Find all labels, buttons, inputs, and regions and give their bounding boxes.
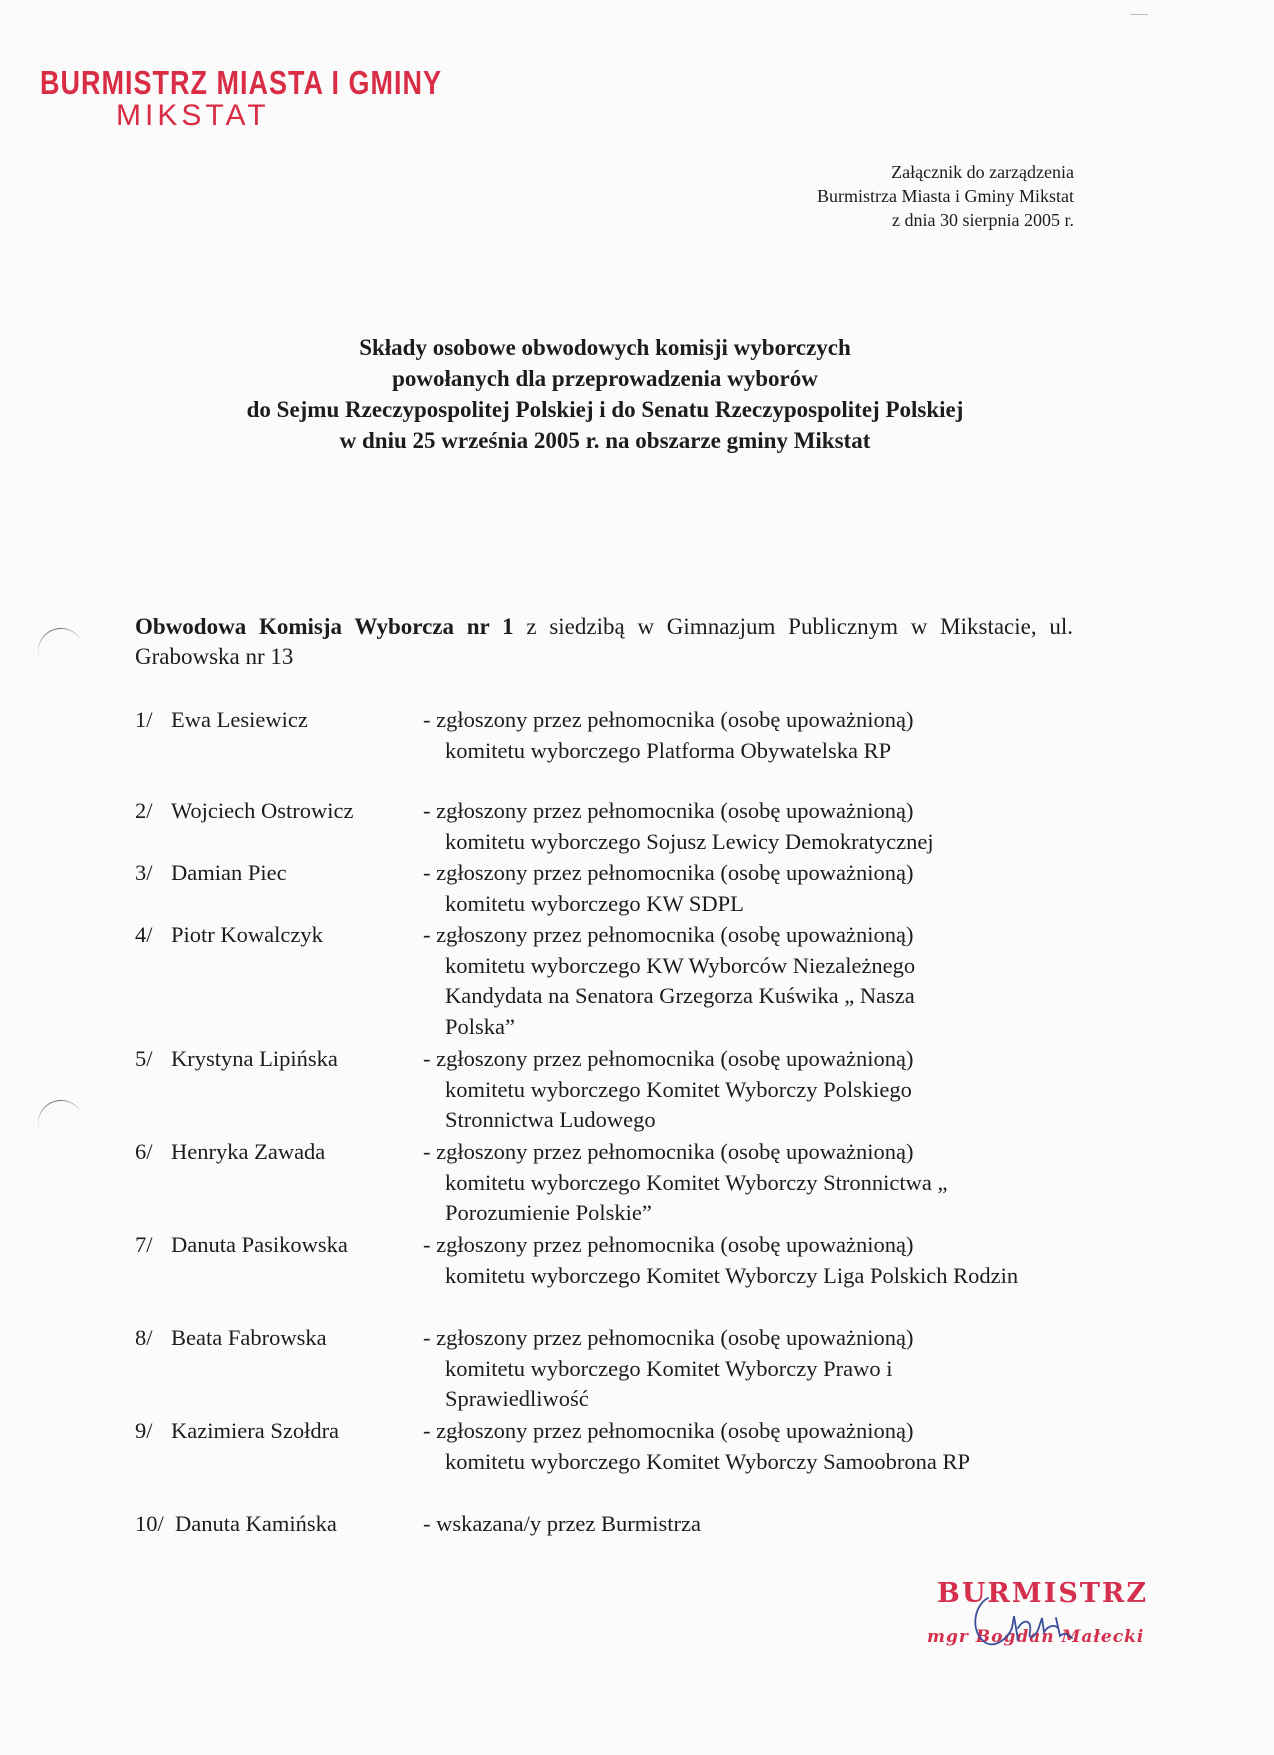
punch-mark xyxy=(32,1094,90,1153)
commission-name: Obwodowa Komisja Wyborcza nr 1 xyxy=(135,614,514,639)
title-line: powołanych dla przeprowadzenia wyborów xyxy=(392,366,818,391)
member-nomination: - wskazana/y przez Burmistrza xyxy=(423,1511,701,1536)
member-row xyxy=(135,1323,1095,1416)
punch-mark xyxy=(32,622,90,681)
member-nomination: - zgłoszony przez pełnomocnika (osobę upoważnioną) xyxy=(423,707,914,732)
member-committee: komitetu wyborczego Platforma Obywatelska RP xyxy=(445,737,892,763)
member-number: 3/ xyxy=(135,860,153,885)
member-row xyxy=(135,1509,1095,1549)
member-committee: komitetu wyborczego Komitet Wyborczy Prawo i Sprawiedliwość xyxy=(445,1355,893,1411)
handwritten-signature xyxy=(968,1588,1078,1658)
member-row xyxy=(135,1416,1095,1509)
member-name: Kazimiera Szołdra xyxy=(171,1418,340,1443)
member-description xyxy=(423,1323,1095,1415)
member-description xyxy=(423,858,1095,919)
member-number: 8/ xyxy=(135,1325,153,1350)
stamp-line-office: BURMISTRZ MIASTA I GMINY xyxy=(40,64,442,102)
stamp-line-town: MIKSTAT xyxy=(116,99,270,132)
member-name: Henryka Zawada xyxy=(171,1139,326,1164)
member-number: 6/ xyxy=(135,1139,153,1164)
member-description xyxy=(423,1416,1095,1477)
annex-line: Załącznik do zarządzenia xyxy=(891,162,1074,182)
member-nomination: - zgłoszony przez pełnomocnika (osobę upoważnioną) xyxy=(423,1418,914,1443)
member-nomination: - zgłoszony przez pełnomocnika (osobę upoważnioną) xyxy=(423,1325,914,1350)
member-committee: komitetu wyborczego Sojusz Lewicy Demokratycznej xyxy=(445,828,934,854)
member-committee: komitetu wyborczego Komitet Wyborczy Liga Polskich Rodzin xyxy=(445,1262,1019,1288)
member-row xyxy=(135,1137,1095,1230)
title-line: Składy osobowe obwodowych komisji wyborczych xyxy=(359,335,851,360)
member-name: Wojciech Ostrowicz xyxy=(171,798,354,823)
title-line: do Sejmu Rzeczypospolitej Polskiej i do Senatu Rzeczypospolitej Polskiej xyxy=(246,397,964,422)
member-description xyxy=(423,1230,1095,1291)
member-row xyxy=(135,858,1095,920)
member-nomination: - zgłoszony przez pełnomocnika (osobę upoważnioną) xyxy=(423,860,914,885)
member-description xyxy=(423,1044,1095,1136)
member-name: Beata Fabrowska xyxy=(171,1325,327,1350)
member-name: Danuta Kamińska xyxy=(175,1511,337,1536)
member-description xyxy=(423,796,1095,857)
annex-line: Burmistrza Miasta i Gminy Mikstat xyxy=(817,186,1074,206)
member-number: 2/ xyxy=(135,798,153,823)
document-title xyxy=(0,332,1210,456)
member-committee: komitetu wyborczego Komitet Wyborczy Stronnictwa „ Porozumienie Polskie” xyxy=(445,1169,948,1225)
member-number: 4/ xyxy=(135,922,153,947)
member-nomination: - zgłoszony przez pełnomocnika (osobę upoważnioną) xyxy=(423,798,914,823)
member-name: Ewa Lesiewicz xyxy=(171,707,308,732)
member-row xyxy=(135,1044,1095,1137)
scan-mark xyxy=(1130,8,1148,15)
mayor-stamp-name: mgr Bogdan Małecki xyxy=(927,1627,1145,1647)
member-nomination: - zgłoszony przez pełnomocnika (osobę upoważnioną) xyxy=(423,1046,914,1071)
member-number: 9/ xyxy=(135,1418,153,1443)
mayor-stamp-title: BURMISTRZ xyxy=(937,1578,1149,1609)
member-committee: komitetu wyborczego Komitet Wyborczy Samoobrona RP xyxy=(445,1448,971,1474)
commission-location: z siedzibą w Gimnazjum Publicznym w Mikstacie, ul. Grabowska nr 13 xyxy=(135,614,1074,669)
member-name: Piotr Kowalczyk xyxy=(171,922,323,947)
member-committee: komitetu wyborczego Komitet Wyborczy Polskiego Stronnictwa Ludowego xyxy=(445,1076,912,1132)
member-number: 5/ xyxy=(135,1046,153,1071)
annex-note xyxy=(817,160,1074,232)
commission-heading xyxy=(135,612,1073,672)
member-row xyxy=(135,796,1095,858)
annex-line: z dnia 30 sierpnia 2005 r. xyxy=(892,210,1074,230)
member-description xyxy=(423,1509,1095,1540)
member-row xyxy=(135,1230,1095,1323)
member-description xyxy=(423,920,1095,1042)
title-line: w dniu 25 września 2005 r. na obszarze gminy Mikstat xyxy=(339,428,871,453)
member-description xyxy=(423,705,1095,766)
member-nomination: - zgłoszony przez pełnomocnika (osobę upoważnioną) xyxy=(423,1232,914,1257)
member-committee: komitetu wyborczego KW Wyborców Niezależnego Kandydata na Senatora Grzegorza Kuświka „ Nasza Polska” xyxy=(445,952,916,1039)
members-list xyxy=(135,705,1095,1549)
member-name: Krystyna Lipińska xyxy=(171,1046,338,1071)
member-name: Damian Piec xyxy=(171,860,287,885)
member-number: 7/ xyxy=(135,1232,153,1257)
member-description xyxy=(423,1137,1095,1229)
member-row xyxy=(135,920,1095,1044)
member-nomination: - zgłoszony przez pełnomocnika (osobę upoważnioną) xyxy=(423,1139,914,1164)
member-row xyxy=(135,705,1095,796)
member-number: 1/ xyxy=(135,707,153,732)
office-stamp xyxy=(40,64,442,133)
member-name: Danuta Pasikowska xyxy=(171,1232,348,1257)
member-committee: komitetu wyborczego KW SDPL xyxy=(445,890,744,916)
member-nomination: - zgłoszony przez pełnomocnika (osobę upoważnioną) xyxy=(423,922,914,947)
member-number: 10/ xyxy=(135,1511,164,1536)
